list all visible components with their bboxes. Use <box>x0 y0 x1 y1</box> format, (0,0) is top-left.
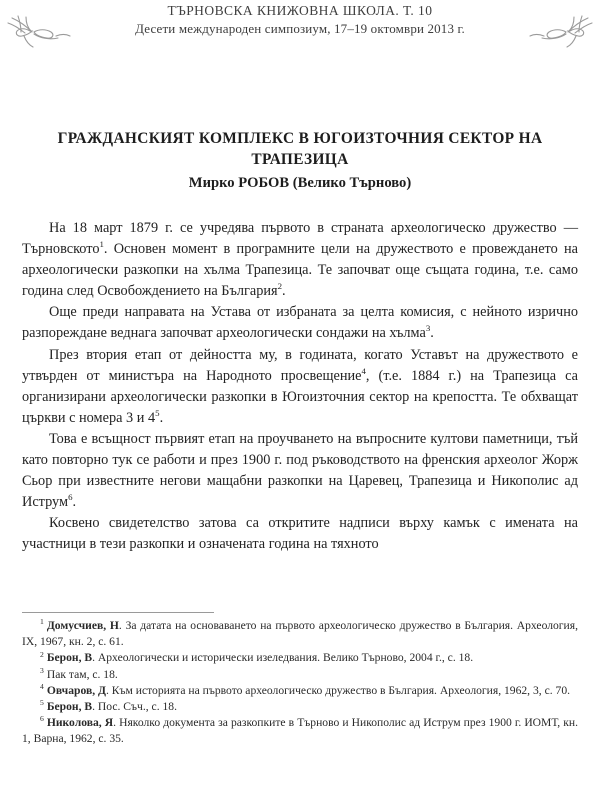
body-text-run: . Основен момент в програмните цели на дружеството е провеждането на археологически разкопки на хълма Трапезица. Те започват още същата година, т.е. само година след Освобождението на България <box>22 241 578 300</box>
footnote-reference[interactable]: 3 <box>425 323 431 334</box>
body-text-run: Това е всъщност първият етап на проучването на въпросните култови паметници, тъй като повторно тук се работи и през 1900 г. под ръководството на френския археолог Жорж Сьор при известните негови мащабни разкопки на Царевец, Трапезица и Никополис ад Иструм <box>22 430 578 511</box>
body-paragraph <box>22 429 578 513</box>
footnote-item <box>22 683 578 699</box>
body-text-run: , (т.е. 1884 г.) на Трапезица са организирани археологически разкопки в Югоизточния сектор на крепостта. Те обхващат църкви с номера 3 и 4 <box>22 367 578 426</box>
footnote-author: Домусчиев, Н <box>46 619 119 632</box>
footnote-item <box>22 715 578 747</box>
footnote-item <box>22 667 578 683</box>
footnote-author: Берон, В <box>46 651 93 665</box>
footnote-reference[interactable]: 2 <box>277 281 283 292</box>
running-head <box>0 0 600 48</box>
body-paragraph <box>22 513 578 555</box>
footnote-text: . Няколко документа за разкопките в Търново и Никополис ад Иструм през 1900 г. ИОМТ, кн. 1, Варна, 1962, с. 35. <box>22 716 579 746</box>
body-text-run: . <box>159 409 164 426</box>
running-head-title: ТЪРНОВСКА КНИЖОВНА ШКОЛА. Т. 10 <box>167 3 433 18</box>
footnote-author: Овчаров, Д <box>46 683 106 697</box>
article-byline: Мирко РОБОВ (Велико Търново) <box>188 175 412 191</box>
article-title: ГРАЖДАНСКИЯТ КОМПЛЕКС В ЮГОИЗТОЧНИЯ СЕКТОР НА ТРАПЕЗИЦА <box>57 130 543 169</box>
footnote-text: . Археологически и исторически изеледвания. Велико Търново, 2004 г., с. 18. <box>92 651 474 665</box>
body-text-run: . <box>430 325 434 342</box>
running-head-subtitle: Десети международен симпозиум, 17–19 октомври 2013 г. <box>135 21 465 36</box>
footnote-author: Николова, Я <box>46 716 114 730</box>
body-text-run: . <box>282 283 286 300</box>
body-text-run: Косвено свидетелство затова са откритите надписи върху камък с имената на участници в тези разкопки и означената година на тяхното <box>22 515 578 553</box>
footnote-marker: 3 <box>40 665 44 675</box>
floral-ornament-icon <box>516 14 594 48</box>
footnote-item <box>22 618 578 650</box>
footnote-item <box>22 699 578 715</box>
footnote-marker: 4 <box>40 681 44 691</box>
body-text-run: На 18 март 1879 г. се учредява първото в страната археологическо дружество — Търновското <box>22 220 578 258</box>
body-text-run: През втория етап от дейността му, в годината, когато Уставът на дружеството е утвърден от министъра на Народното просвещение <box>22 346 578 384</box>
article-body <box>22 218 578 556</box>
footnote-text: Пак там, с. 18. <box>46 667 118 681</box>
body-paragraph <box>22 345 578 429</box>
footnote-reference[interactable]: 6 <box>68 492 73 503</box>
footnote-list <box>22 618 578 748</box>
footnote-reference[interactable]: 1 <box>99 239 104 250</box>
footnote-text: . Към историята на първото археологическо дружество в България. Археология, 1962, 3, с. 70. <box>106 683 571 697</box>
footnote-reference[interactable]: 4 <box>361 365 366 376</box>
footnote-marker: 6 <box>40 714 44 724</box>
footnote-marker: 2 <box>40 649 44 659</box>
footnote-text: . За датата на основаването на първото археологическо дружество в България. Археология, IX, 1967, кн. 2, с. 61. <box>22 619 578 649</box>
body-text-run: Още преди направата на Устава от избраната за целта комисия, с нейното изрично разпореждане веднага започват археологически сондажи на хълма <box>22 304 578 342</box>
floral-ornament-icon <box>6 14 84 48</box>
footnote-text: . Пос. Съч., с. 18. <box>92 700 177 714</box>
footnote-author: Берон, В <box>46 700 93 714</box>
footnote-reference[interactable]: 5 <box>155 408 160 419</box>
footnote-item <box>22 650 578 666</box>
footnote-marker: 1 <box>40 617 44 627</box>
body-paragraph <box>22 302 578 344</box>
body-text-run: . <box>72 494 77 511</box>
footnote-separator <box>22 612 214 613</box>
body-paragraph <box>22 218 578 302</box>
footnote-marker: 5 <box>40 698 44 708</box>
